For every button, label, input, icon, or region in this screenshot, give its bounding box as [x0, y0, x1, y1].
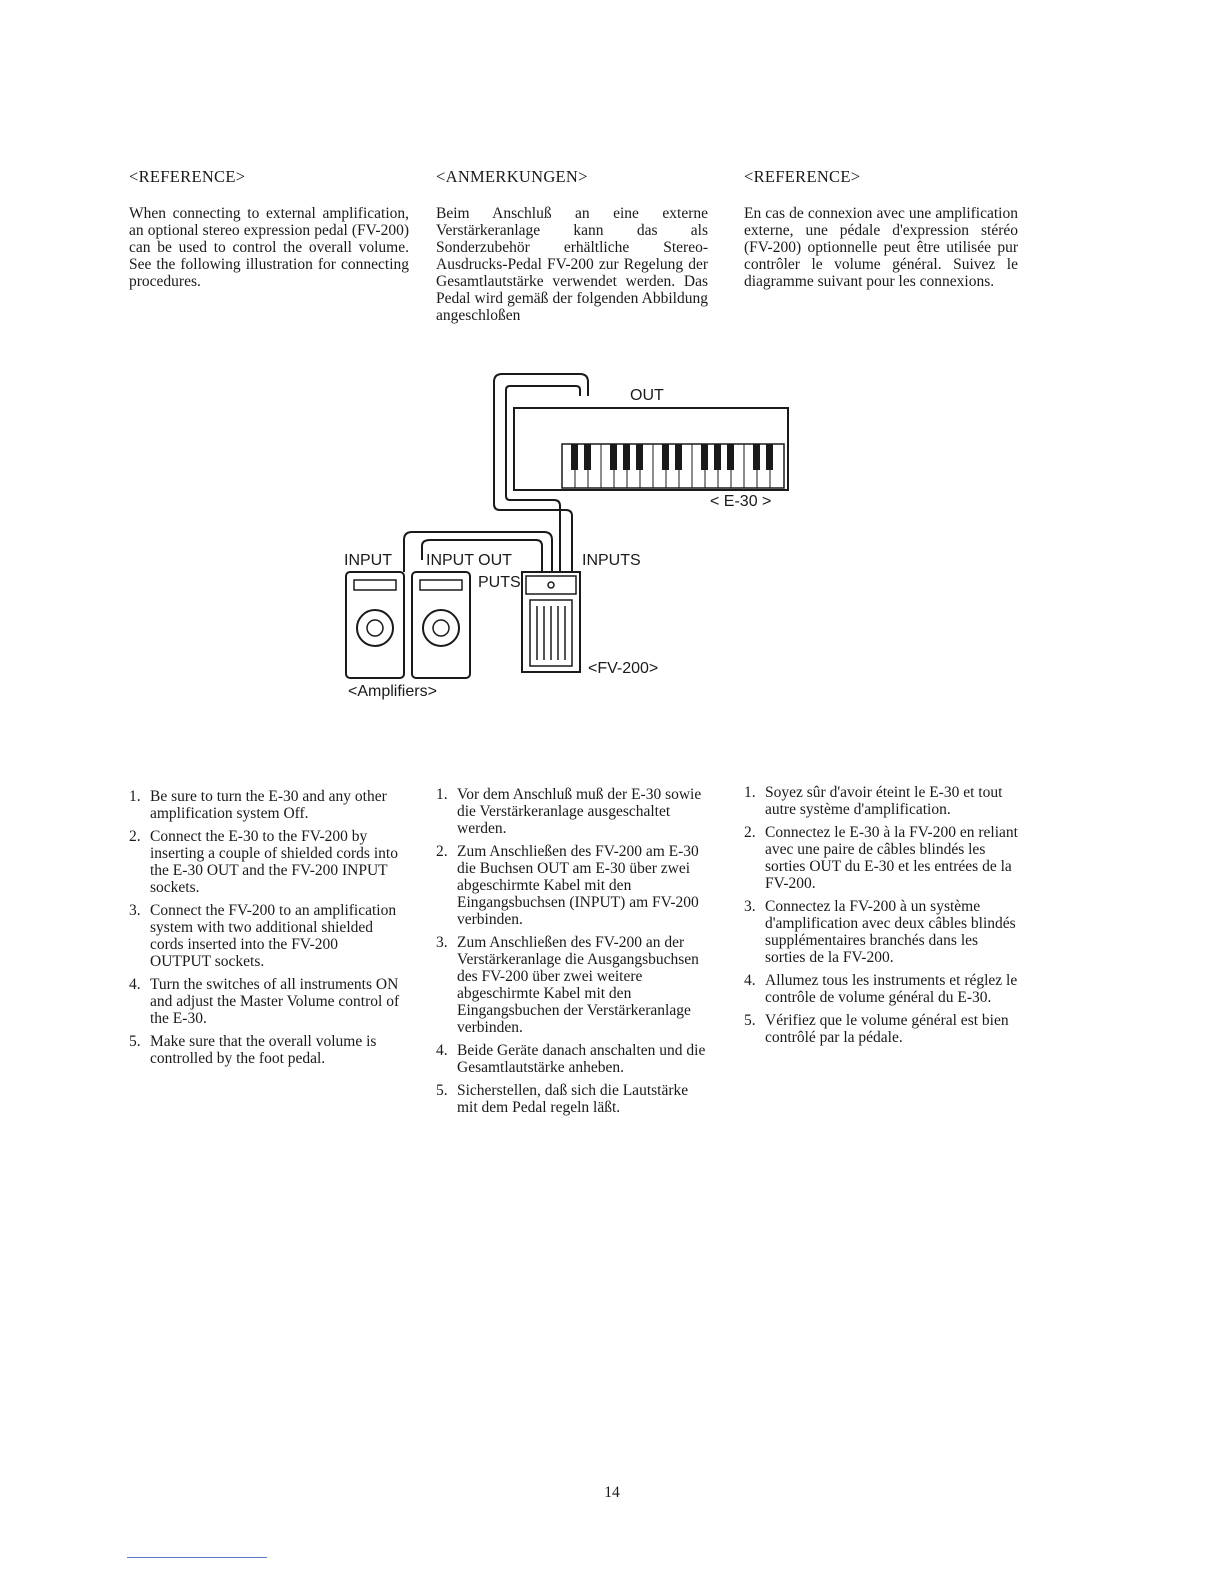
label-out: OUT	[630, 387, 664, 404]
step-number: 1.	[436, 786, 448, 803]
step-item	[129, 902, 401, 970]
step-item	[436, 934, 710, 1036]
label-amplifiers: <Amplifiers>	[348, 683, 437, 700]
step-item	[129, 828, 401, 896]
amplifier-right	[412, 572, 470, 678]
step-number: 4.	[436, 1042, 448, 1059]
e30-keyboard	[514, 408, 788, 490]
step-text: Connect the E-30 to the FV-200 by inserting a couple of shielded cords into the E-30 OUT and the FV-200 INPUT sockets.	[150, 828, 398, 896]
page-number: 14	[604, 1484, 620, 1501]
label-input-out: INPUT OUT	[426, 552, 512, 569]
step-number: 3.	[744, 898, 756, 915]
step-number: 1.	[744, 784, 756, 801]
step-item	[129, 788, 401, 822]
column-french	[744, 168, 1018, 290]
amplifier-left	[346, 572, 404, 678]
step-number: 3.	[129, 902, 141, 919]
label-input: INPUT	[344, 552, 392, 569]
step-text: Connectez la FV-200 à un système d'amplification avec deux câbles blindés supplémentaires branchés dans les sorties de la FV-200.	[765, 898, 1016, 966]
step-text: Turn the switches of all instruments ON and adjust the Master Volume control of the E-30.	[150, 976, 400, 1027]
footer-rule	[127, 1557, 267, 1558]
step-item	[436, 843, 710, 928]
heading-english: <REFERENCE>	[129, 167, 246, 186]
intro-english: When connecting to external amplification, an optional stereo expression pedal (FV-200) can be used to control the overall volume. See the following illustration for connecting procedures.	[129, 205, 409, 290]
step-number: 2.	[436, 843, 448, 860]
label-fv200: <FV-200>	[588, 660, 659, 677]
step-text: Sicherstellen, daß sich die Lautstärke mit dem Pedal regeln läßt.	[457, 1082, 689, 1116]
step-number: 4.	[744, 972, 756, 989]
step-item	[436, 1082, 710, 1116]
label-e30: < E-30 >	[710, 493, 772, 510]
step-number: 2.	[129, 828, 141, 845]
step-item	[744, 824, 1018, 892]
step-item	[129, 976, 401, 1027]
step-item	[744, 1012, 1018, 1046]
step-number: 5.	[436, 1082, 448, 1099]
step-item	[129, 1033, 401, 1067]
column-english	[129, 168, 409, 290]
steps-german	[436, 786, 710, 1122]
step-number: 2.	[744, 824, 756, 841]
step-text: Make sure that the overall volume is controlled by the foot pedal.	[150, 1033, 377, 1067]
step-item	[744, 898, 1018, 966]
intro-german: Beim Anschluß an eine externe Verstärkeranlage kann das als Sonderzubehör erhältliche Stereo-Ausdrucks-Pedal FV-200 zur Regelung der Gesamtlautstärke verwendet werden. Das Pedal wird gemäß der folgenden Abbildung angeschloßen	[436, 205, 708, 324]
connection-diagram	[330, 360, 800, 700]
column-german	[436, 168, 708, 324]
step-item	[744, 784, 1018, 818]
heading-german: <ANMERKUNGEN>	[436, 167, 588, 186]
step-number: 3.	[436, 934, 448, 951]
step-text: Allumez tous les instruments et réglez le contrôle de volume général du E-30.	[765, 972, 1018, 1006]
intro-french: En cas de connexion avec une amplification externe, une pédale d'expression stéréo (FV-200) optionnelle peut être utilisée pur contrôler le volume général. Suivez le diagramme suivant pour les connexions.	[744, 205, 1018, 290]
step-text: Vérifiez que le volume général est bien contrôlé par la pédale.	[765, 1012, 1009, 1046]
fv200-pedal	[522, 572, 580, 672]
step-text: Beide Geräte danach anschalten und die Gesamtlautstärke anheben.	[457, 1042, 706, 1076]
step-number: 1.	[129, 788, 141, 805]
step-text: Vor dem Anschluß muß der E-30 sowie die Verstärkeranlage ausgeschaltet werden.	[457, 786, 702, 837]
step-text: Connectez le E-30 à la FV-200 en reliant avec une paire de câbles blindés les sorties OUT du E-30 et les entrées de la FV-200.	[765, 824, 1018, 892]
label-puts: PUTS	[478, 574, 521, 591]
step-item	[436, 786, 710, 837]
label-inputs: INPUTS	[582, 552, 641, 569]
step-text: Soyez sûr d'avoir éteint le E-30 et tout autre système d'amplification.	[765, 784, 1003, 818]
step-item	[744, 972, 1018, 1006]
step-text: Connect the FV-200 to an amplification system with two additional shielded cords inserted into the FV-200 OUTPUT sockets.	[150, 902, 397, 970]
steps-french	[744, 784, 1018, 1052]
heading-french: <REFERENCE>	[744, 167, 861, 186]
step-text: Be sure to turn the E-30 and any other amplification system Off.	[150, 788, 387, 822]
step-number: 5.	[129, 1033, 141, 1050]
step-text: Zum Anschließen des FV-200 am E-30 die Buchsen OUT am E-30 über zwei abgeschirmte Kabel mit den Eingangsbuchsen (INPUT) am FV-200 verbinden.	[457, 843, 699, 928]
step-number: 4.	[129, 976, 141, 993]
step-number: 5.	[744, 1012, 756, 1029]
step-text: Zum Anschließen des FV-200 an der Verstärkeranlage die Ausgangsbuchsen des FV-200 über zwei weitere abgeschirmte Kabel mit den Eingangsbuchen der Verstärkeranlage verbinden.	[457, 934, 699, 1036]
steps-english	[129, 788, 401, 1073]
step-item	[436, 1042, 710, 1076]
